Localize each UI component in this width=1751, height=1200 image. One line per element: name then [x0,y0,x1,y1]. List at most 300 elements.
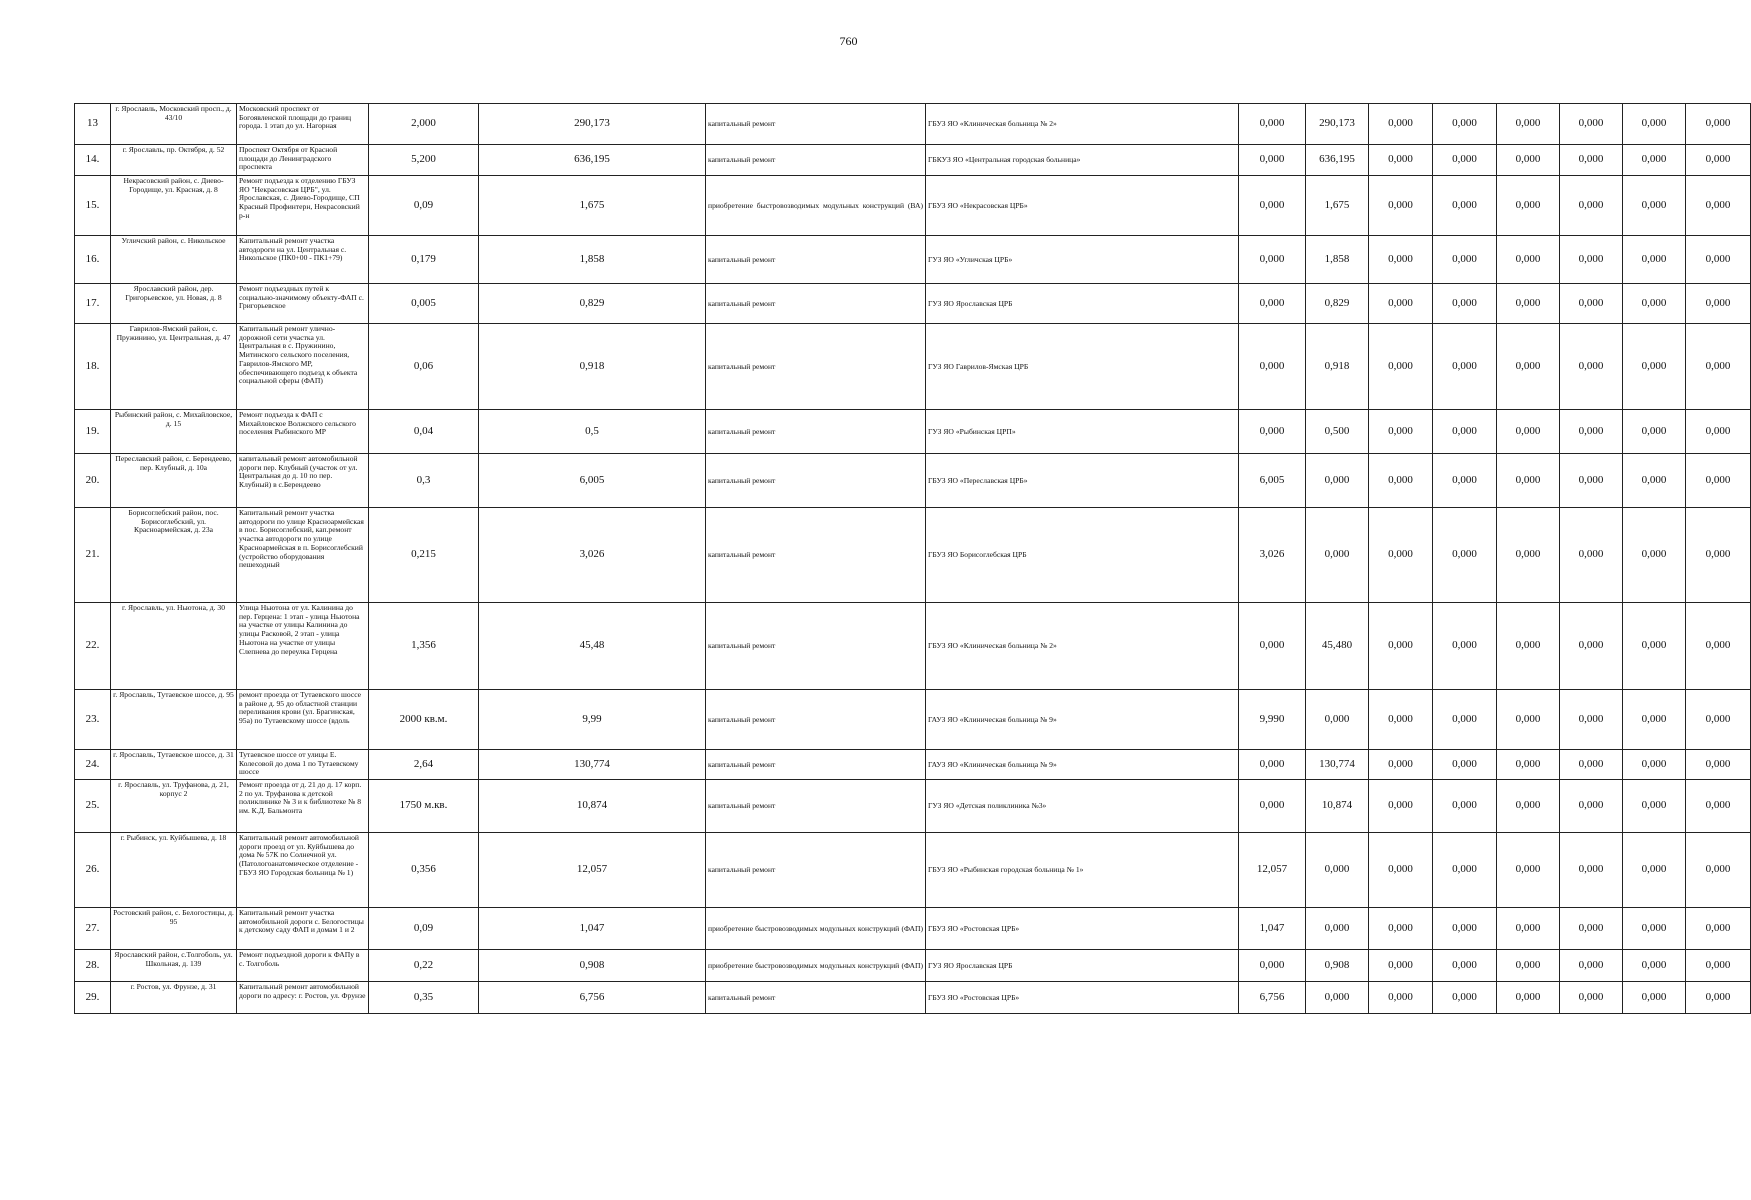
row-finance-5: 0,000 [1497,982,1560,1014]
row-finance-2: 0,918 [1306,324,1369,410]
row-work-type: капитальный ремонт [706,603,926,690]
row-organization: ГБУЗ ЯО «Рыбинская городская больница № 1» [926,833,1239,908]
row-finance-3: 0,000 [1369,982,1433,1014]
row-organization: ГУЗ ЯО «Рыбинская ЦРП» [926,410,1239,454]
row-finance-8: 0,000 [1686,284,1751,324]
register-rows [75,104,1751,1014]
row-finance-7: 0,000 [1623,780,1686,833]
row-finance-7: 0,000 [1623,454,1686,508]
row-address-text: Ярославский район, с.Толгоболь, ул. Школьная, д. 139 [114,950,233,968]
row-object [237,690,369,750]
row-address [111,908,237,950]
row-finance-4: 0,000 [1433,690,1497,750]
table-row [75,950,1751,982]
row-work-type: капитальный ремонт [706,454,926,508]
row-address-text: г. Рыбинск, ул. Куйбышева, д. 18 [120,833,227,842]
row-finance-7: 0,000 [1623,104,1686,145]
row-number: 19. [75,410,111,454]
row-finance-3: 0,000 [1369,603,1433,690]
row-finance-3: 0,000 [1369,145,1433,176]
row-address-text: Переславский район, с. Берендеево, пер. Клубный, д. 10а [115,454,232,472]
row-finance-4: 0,000 [1433,750,1497,780]
row-finance-4: 0,000 [1433,284,1497,324]
row-object-text: Проспект Октября от Красной площади до Ленинградского проспекта [239,145,338,172]
row-object-text: Ремонт подъезда к отделению ГБУЗ ЯО "Некрасовская ЦРБ", ул. Ярославская, с. Диево-Городище, СП Красный Профинтерн, Некрасовский р-н [239,176,360,220]
row-amount: 0,918 [479,324,706,410]
row-object [237,780,369,833]
row-address-text: г. Ярославль, пр. Октября, д. 52 [122,145,225,154]
row-organization: ГУЗ ЯО Гаврилов-Ямская ЦРБ [926,324,1239,410]
row-organization: ГБУЗ ЯО Борисоглебская ЦРБ [926,508,1239,603]
row-finance-4: 0,000 [1433,908,1497,950]
row-object [237,176,369,236]
table-row [75,236,1751,284]
row-finance-4: 0,000 [1433,603,1497,690]
row-work-type: капитальный ремонт [706,145,926,176]
row-address [111,176,237,236]
row-amount: 290,173 [479,104,706,145]
row-finance-4: 0,000 [1433,982,1497,1014]
row-finance-4: 0,000 [1433,236,1497,284]
row-number: 17. [75,284,111,324]
row-finance-2: 130,774 [1306,750,1369,780]
row-finance-3: 0,000 [1369,833,1433,908]
row-number: 18. [75,324,111,410]
row-finance-5: 0,000 [1497,908,1560,950]
row-organization: ГАУЗ ЯО «Клиническая больница № 9» [926,750,1239,780]
row-capacity: 0,005 [369,284,479,324]
row-capacity: 0,04 [369,410,479,454]
row-finance-6: 0,000 [1560,104,1623,145]
row-finance-6: 0,000 [1560,284,1623,324]
row-address [111,508,237,603]
row-finance-3: 0,000 [1369,324,1433,410]
row-object-text: Капитальный ремонт участка автодороги на ул. Центральная с. Никольское (ПК0+00 - ПК1+79) [239,236,347,263]
row-finance-7: 0,000 [1623,410,1686,454]
row-finance-1: 0,000 [1239,750,1306,780]
register-table [74,103,1751,1014]
row-amount: 12,057 [479,833,706,908]
row-capacity: 1750 м.кв. [369,780,479,833]
row-finance-1: 6,756 [1239,982,1306,1014]
row-address-text: г. Ярославль, Московский просп., д. 43/10 [115,104,232,122]
row-finance-7: 0,000 [1623,950,1686,982]
row-amount: 0,829 [479,284,706,324]
row-finance-5: 0,000 [1497,780,1560,833]
row-amount: 1,858 [479,236,706,284]
row-work-type: капитальный ремонт [706,104,926,145]
row-amount: 6,756 [479,982,706,1014]
row-work-type: капитальный ремонт [706,508,926,603]
row-finance-1: 0,000 [1239,780,1306,833]
row-finance-7: 0,000 [1623,750,1686,780]
row-capacity: 0,09 [369,908,479,950]
row-capacity: 2,64 [369,750,479,780]
row-finance-6: 0,000 [1560,603,1623,690]
row-finance-8: 0,000 [1686,145,1751,176]
row-finance-5: 0,000 [1497,750,1560,780]
table-row [75,104,1751,145]
row-address-text: г. Ярославль, ул. Ньютона, д. 30 [121,603,226,612]
row-finance-4: 0,000 [1433,833,1497,908]
table-row [75,454,1751,508]
row-work-type: капитальный ремонт [706,324,926,410]
row-finance-5: 0,000 [1497,454,1560,508]
row-number: 24. [75,750,111,780]
row-finance-8: 0,000 [1686,104,1751,145]
table-row [75,908,1751,950]
row-finance-8: 0,000 [1686,750,1751,780]
row-organization: ГАУЗ ЯО «Клиническая больница № 9» [926,690,1239,750]
row-finance-3: 0,000 [1369,690,1433,750]
row-finance-1: 3,026 [1239,508,1306,603]
row-address-text: Рыбинский район, с. Михайловское, д. 15 [114,410,233,428]
row-finance-8: 0,000 [1686,603,1751,690]
row-finance-2: 636,195 [1306,145,1369,176]
row-finance-7: 0,000 [1623,690,1686,750]
row-object [237,454,369,508]
row-finance-2: 10,874 [1306,780,1369,833]
row-work-type: капитальный ремонт [706,236,926,284]
row-number: 23. [75,690,111,750]
row-object-text: Капитальный ремонт автомобильной дороги проезд от ул. Куйбышева до дома № 57К по Солнечной ул. (Патологоанатомическое отделение - ГБУЗ ЯО Городская больница № 1) [239,833,359,877]
row-finance-7: 0,000 [1623,603,1686,690]
row-finance-5: 0,000 [1497,833,1560,908]
row-work-type: капитальный ремонт [706,410,926,454]
row-number: 20. [75,454,111,508]
row-finance-6: 0,000 [1560,508,1623,603]
row-number: 16. [75,236,111,284]
table-row [75,780,1751,833]
row-work-type: капитальный ремонт [706,284,926,324]
row-finance-3: 0,000 [1369,750,1433,780]
row-object [237,284,369,324]
row-address-text: г. Ярославль, ул. Труфанова, д. 21, корпус 2 [118,780,229,798]
row-finance-8: 0,000 [1686,410,1751,454]
row-object-text: ремонт проезда от Тутаевского шоссе в районе д. 95 до областной станции переливания крови (ул. Брагинская, 95а) по Тутаевскому шоссе (вдоль [239,690,362,726]
row-object-text: Капитальный ремонт автомобильной дороги по адресу: г. Ростов, ул. Фрунзе [239,982,366,1000]
row-address-text: г. Ростов, ул. Фрунзе, д. 31 [130,982,217,991]
row-finance-6: 0,000 [1560,950,1623,982]
row-finance-1: 0,000 [1239,950,1306,982]
row-finance-5: 0,000 [1497,410,1560,454]
table-row [75,982,1751,1014]
row-address [111,454,237,508]
row-finance-5: 0,000 [1497,284,1560,324]
page-number: 760 [839,34,858,48]
row-finance-6: 0,000 [1560,750,1623,780]
row-finance-5: 0,000 [1497,324,1560,410]
row-amount: 0,908 [479,950,706,982]
row-capacity: 0,356 [369,833,479,908]
row-number: 27. [75,908,111,950]
row-object [237,833,369,908]
row-finance-3: 0,000 [1369,454,1433,508]
row-object-text: Московский проспект от Богоявленской площади до границ города. 1 этап до ул. Нагорная [239,104,352,131]
row-finance-1: 0,000 [1239,145,1306,176]
row-organization: ГБУЗ ЯО «Клиническая больница № 2» [926,104,1239,145]
row-address-text: Гаврилов-Ямский район, с. Пружинино, ул. Центральная, д. 47 [116,324,231,342]
row-finance-6: 0,000 [1560,690,1623,750]
row-finance-1: 0,000 [1239,104,1306,145]
row-finance-1: 0,000 [1239,410,1306,454]
row-number: 28. [75,950,111,982]
row-finance-8: 0,000 [1686,690,1751,750]
row-amount: 636,195 [479,145,706,176]
row-amount: 3,026 [479,508,706,603]
row-finance-1: 9,990 [1239,690,1306,750]
row-amount: 1,675 [479,176,706,236]
row-finance-3: 0,000 [1369,950,1433,982]
row-address [111,750,237,780]
table-row [75,690,1751,750]
row-finance-4: 0,000 [1433,104,1497,145]
row-organization: ГБУЗ ЯО «Некрасовская ЦРБ» [926,176,1239,236]
row-finance-4: 0,000 [1433,145,1497,176]
row-finance-2: 0,000 [1306,833,1369,908]
row-address [111,145,237,176]
table-row [75,410,1751,454]
row-finance-1: 0,000 [1239,236,1306,284]
row-amount: 10,874 [479,780,706,833]
row-finance-2: 0,500 [1306,410,1369,454]
row-work-type: приобретение быстровозводимых модульных конструкций (ФАП) [706,950,926,982]
row-address [111,982,237,1014]
row-finance-3: 0,000 [1369,780,1433,833]
row-organization: ГБУЗ ЯО «Ростовская ЦРБ» [926,908,1239,950]
row-finance-6: 0,000 [1560,176,1623,236]
row-number: 13 [75,104,111,145]
row-address-text: Ростовский район, с. Белогостицы, д. 95 [113,908,234,926]
row-finance-3: 0,000 [1369,104,1433,145]
row-address-text: Ярославский район, дер. Григорьевское, ул. Новая, д. 8 [125,284,222,302]
row-finance-3: 0,000 [1369,410,1433,454]
row-number: 15. [75,176,111,236]
row-address [111,780,237,833]
row-finance-2: 290,173 [1306,104,1369,145]
row-object-text: капитальный ремонт автомобильной дороги пер. Клубный (участок от ул. Центральная до д. 10 по пер. Клубный) в с.Берендеево [239,454,358,490]
row-object [237,950,369,982]
row-finance-8: 0,000 [1686,833,1751,908]
row-capacity: 5,200 [369,145,479,176]
row-object-text: Капитальный ремонт участка автодороги по улице Красноармейская в пос. Борисоглебский, кап.ремонт участка автодороги по улице Красноармейская в п. Борисоглебский (устройство оборудования пешеходный [239,508,364,570]
row-address [111,284,237,324]
table-row [75,145,1751,176]
row-finance-1: 0,000 [1239,176,1306,236]
row-capacity: 0,179 [369,236,479,284]
row-finance-1: 1,047 [1239,908,1306,950]
row-finance-1: 6,005 [1239,454,1306,508]
row-organization: ГУЗ ЯО Ярославская ЦРБ [926,284,1239,324]
row-finance-8: 0,000 [1686,982,1751,1014]
row-finance-6: 0,000 [1560,145,1623,176]
row-finance-4: 0,000 [1433,324,1497,410]
row-finance-8: 0,000 [1686,508,1751,603]
row-object-text: Капитальный ремонт участка автомобильной дороги с. Белогостицы к детскому саду ФАП и домам 1 и 2 [239,908,364,935]
row-object [237,410,369,454]
row-finance-8: 0,000 [1686,236,1751,284]
row-finance-8: 0,000 [1686,780,1751,833]
row-finance-3: 0,000 [1369,284,1433,324]
row-number: 21. [75,508,111,603]
row-address-text: г. Ярославль, Тутаевское шоссе, д. 31 [113,750,234,759]
row-number: 25. [75,780,111,833]
row-finance-5: 0,000 [1497,603,1560,690]
row-finance-6: 0,000 [1560,236,1623,284]
row-finance-2: 45,480 [1306,603,1369,690]
row-work-type: капитальный ремонт [706,982,926,1014]
row-amount: 130,774 [479,750,706,780]
row-capacity: 0,06 [369,324,479,410]
row-finance-7: 0,000 [1623,324,1686,410]
row-finance-7: 0,000 [1623,176,1686,236]
row-finance-8: 0,000 [1686,950,1751,982]
row-finance-2: 0,000 [1306,982,1369,1014]
row-number: 14. [75,145,111,176]
row-finance-7: 0,000 [1623,908,1686,950]
table-row [75,833,1751,908]
row-object [237,982,369,1014]
row-address [111,690,237,750]
row-organization: ГУЗ ЯО «Угличская ЦРБ» [926,236,1239,284]
row-amount: 45,48 [479,603,706,690]
row-finance-4: 0,000 [1433,780,1497,833]
row-amount: 0,5 [479,410,706,454]
row-object-text: Тутаевское шоссе от улицы Е. Колесовой до дома 1 по Тутаевскому шоссе [239,750,359,777]
row-address [111,950,237,982]
row-number: 22. [75,603,111,690]
row-organization: ГБКУЗ ЯО «Центральная городская больница» [926,145,1239,176]
row-object [237,508,369,603]
row-finance-2: 1,675 [1306,176,1369,236]
row-finance-5: 0,000 [1497,145,1560,176]
row-capacity: 0,22 [369,950,479,982]
row-work-type: капитальный ремонт [706,780,926,833]
row-finance-3: 0,000 [1369,508,1433,603]
row-amount: 6,005 [479,454,706,508]
row-object-text: Ремонт подъезда к ФАП с Михайловское Волжского сельского поселения Рыбинского МР [239,410,356,437]
row-capacity: 0,215 [369,508,479,603]
row-finance-1: 0,000 [1239,284,1306,324]
row-address-text: г. Ярославль, Тутаевское шоссе, д. 95 [113,690,234,699]
row-capacity: 2,000 [369,104,479,145]
row-finance-5: 0,000 [1497,950,1560,982]
row-finance-4: 0,000 [1433,176,1497,236]
row-finance-1: 0,000 [1239,324,1306,410]
row-finance-2: 0,000 [1306,454,1369,508]
row-organization: ГУЗ ЯО «Детская поликлиника №3» [926,780,1239,833]
row-organization: ГБУЗ ЯО «Ростовская ЦРБ» [926,982,1239,1014]
table-row [75,284,1751,324]
row-object [237,750,369,780]
row-finance-4: 0,000 [1433,950,1497,982]
row-address-text: Некрасовский район, с. Диево-Городище, ул. Красная, д. 8 [123,176,224,194]
row-finance-6: 0,000 [1560,908,1623,950]
row-finance-8: 0,000 [1686,454,1751,508]
row-finance-1: 0,000 [1239,603,1306,690]
row-amount: 1,047 [479,908,706,950]
row-finance-3: 0,000 [1369,908,1433,950]
row-finance-7: 0,000 [1623,982,1686,1014]
row-finance-6: 0,000 [1560,982,1623,1014]
row-organization: ГБУЗ ЯО «Переславская ЦРБ» [926,454,1239,508]
row-capacity: 0,35 [369,982,479,1014]
row-amount: 9,99 [479,690,706,750]
row-finance-4: 0,000 [1433,410,1497,454]
row-finance-3: 0,000 [1369,236,1433,284]
row-finance-2: 0,829 [1306,284,1369,324]
row-capacity: 1,356 [369,603,479,690]
row-work-type: приобретение быстровозводимых модульных конструкций (ФАП) [706,908,926,950]
row-object [237,104,369,145]
table-row [75,324,1751,410]
row-finance-7: 0,000 [1623,145,1686,176]
row-organization: ГБУЗ ЯО «Клиническая больница № 2» [926,603,1239,690]
row-address [111,410,237,454]
row-finance-6: 0,000 [1560,410,1623,454]
row-organization: ГУЗ ЯО Ярославская ЦРБ [926,950,1239,982]
row-finance-7: 0,000 [1623,508,1686,603]
row-finance-2: 0,000 [1306,508,1369,603]
row-address [111,324,237,410]
row-finance-3: 0,000 [1369,176,1433,236]
row-finance-6: 0,000 [1560,833,1623,908]
row-address [111,833,237,908]
row-object-text: Ремонт проезда от д. 21 до д. 17 корп. 2 по ул. Труфанова к детской поликлинике № 3 и к библиотеке № 8 им. К.Д. Бальмонта [239,780,362,816]
table-row [75,603,1751,690]
row-finance-6: 0,000 [1560,324,1623,410]
row-capacity: 2000 кв.м. [369,690,479,750]
row-address [111,104,237,145]
row-finance-2: 0,000 [1306,690,1369,750]
row-object-text: Ремонт подъездной дороги к ФАПу в с. Толгоболь [239,950,360,968]
row-finance-5: 0,000 [1497,236,1560,284]
row-capacity: 0,3 [369,454,479,508]
row-work-type: приобретение быстровозводимых модульных конструкций (ВА) [706,176,926,236]
row-object-text: Капитальный ремонт улично-дорожной сети участка ул. Центральная в с. Пружинино, Митинского сельского поселения, Гаврилов-Ямского МР, обеспечивающего подъезд к объекта социальной сферы (ФАП) [239,324,358,386]
row-object [237,908,369,950]
row-address [111,603,237,690]
row-work-type: капитальный ремонт [706,833,926,908]
row-object [237,324,369,410]
row-object-text: Улица Ньютона от ул. Калинина до пер. Герцена: 1 этап - улица Ньютона на участке от улицы Калинина до улицы Расковой, 2 этап - улица Ньютона на участке от улицы Слепнева до переулка Герцена [239,603,360,656]
row-finance-8: 0,000 [1686,908,1751,950]
row-finance-2: 0,908 [1306,950,1369,982]
table-row [75,176,1751,236]
table-row [75,508,1751,603]
row-capacity: 0,09 [369,176,479,236]
row-address-text: Угличский район, с. Никольское [121,236,226,245]
row-finance-4: 0,000 [1433,508,1497,603]
row-object [237,145,369,176]
row-finance-7: 0,000 [1623,284,1686,324]
row-finance-1: 12,057 [1239,833,1306,908]
row-object-text: Ремонт подъездных путей к социально-значимому объекту-ФАП с. Григорьевское [239,284,364,311]
row-work-type: капитальный ремонт [706,750,926,780]
row-finance-5: 0,000 [1497,690,1560,750]
row-finance-8: 0,000 [1686,176,1751,236]
row-work-type: капитальный ремонт [706,690,926,750]
row-finance-6: 0,000 [1560,454,1623,508]
row-finance-7: 0,000 [1623,236,1686,284]
row-object [237,236,369,284]
row-number: 26. [75,833,111,908]
row-address-text: Борисоглебский район, пос. Борисоглебский, ул. Красноармейская, д. 23а [128,508,219,535]
row-number: 29. [75,982,111,1014]
row-finance-2: 0,000 [1306,908,1369,950]
row-finance-5: 0,000 [1497,508,1560,603]
row-object [237,603,369,690]
